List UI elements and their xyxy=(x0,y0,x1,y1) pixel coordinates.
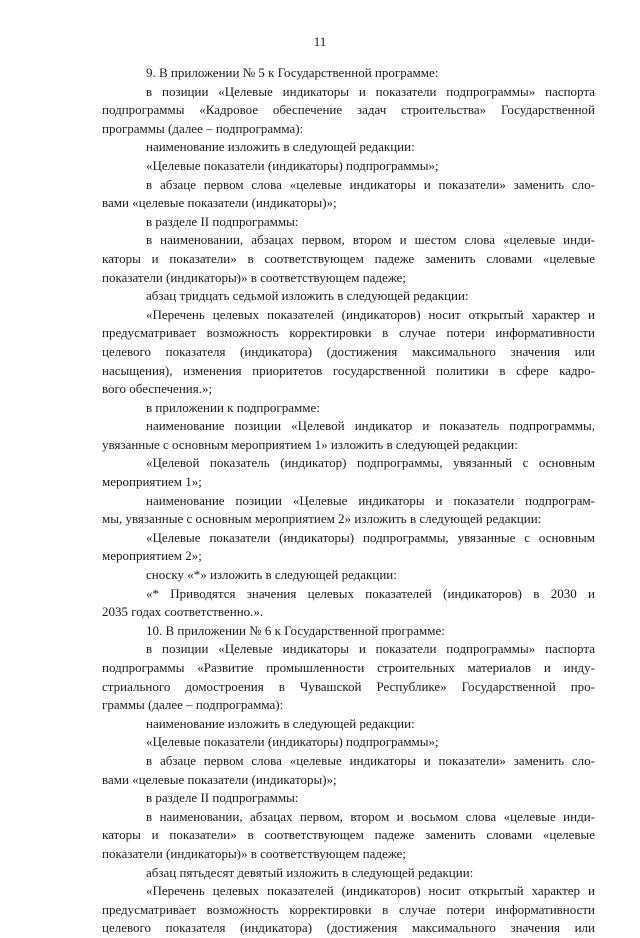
text-line: «Целевые показатели (индикаторы) подпрограммы»; xyxy=(146,734,439,750)
text-line: показатели (индикаторы)» в соответствующем падеже; xyxy=(102,269,407,285)
text-line: подпрограммы «Кадровое обеспечение задач строительства» Государственной xyxy=(102,102,595,118)
text-line: мероприятием 1»; xyxy=(102,474,202,490)
document-body xyxy=(102,64,595,938)
text-line: мы, увязанные с основным мероприятием 2» изложить в следующей редакции: xyxy=(102,511,542,527)
text-line: каторы и показатели» в соответствующем падеже заменить словами «целевые xyxy=(102,827,595,843)
text-line: целевого показателя (индикатора) (достижения максимального значения или xyxy=(102,920,595,936)
text-line: в позиции «Целевые индикаторы и показатели подпрограммы» паспорта xyxy=(146,641,595,657)
text-line: 10. В приложении № 6 к Государственной программе: xyxy=(146,622,445,638)
text-line: абзац пятьдесят девятый изложить в следующей редакции: xyxy=(146,864,474,880)
text-line: наименование изложить в следующей редакции: xyxy=(146,715,415,731)
text-line: абзац тридцать седьмой изложить в следующей редакции: xyxy=(146,288,469,304)
text-line: «Целевой показатель (индикатор) подпрограммы, увязанный с основным xyxy=(146,455,595,471)
text-line: в абзаце первом слова «целевые индикаторы и показатели» заменить сло- xyxy=(146,752,595,768)
text-line: граммы (далее – подпрограмма): xyxy=(102,697,284,713)
text-line: подпрограммы «Развитие промышленности строительных материалов и инду- xyxy=(102,660,595,675)
text-line: 9. В приложении № 5 к Государственной программе: xyxy=(146,65,439,80)
text-line: наименование позиции «Целевой индикатор и показатель подпрограммы, xyxy=(146,418,595,434)
text-line: стриального домостроения в Чувашской Республике» Государственной про- xyxy=(102,678,595,694)
text-line: вами «целевые показатели (индикаторы)»; xyxy=(102,195,337,211)
text-line: вого обеспечения.»; xyxy=(102,381,213,397)
text-line: насыщения), изменения приоритетов государственной политики в сфере кадро- xyxy=(102,362,595,378)
text-line: каторы и показатели» в соответствующем падеже заменить словами «целевые xyxy=(102,250,595,266)
text-line: мероприятием 2»; xyxy=(102,548,202,564)
text-line: показатели (индикаторы)» в соответствующем падеже; xyxy=(102,845,407,861)
text-line: «Перечень целевых показателей (индикаторов) носит открытый характер и xyxy=(146,883,595,899)
text-line: в наименовании, абзацах первом, втором и восьмом слова «целевые инди- xyxy=(146,808,595,824)
text-line: сноску «*» изложить в следующей редакции: xyxy=(146,567,397,583)
text-line: в разделе II подпрограммы: xyxy=(146,213,299,229)
text-line: целевого показателя (индикатора) (достижения максимального значения или xyxy=(102,343,595,359)
text-line: в наименовании, абзацах первом, втором и шестом слова «целевые инди- xyxy=(146,232,595,248)
text-line: вами «целевые показатели (индикаторы)»; xyxy=(102,771,337,787)
text-line: 2035 годах соответственно.». xyxy=(102,604,264,620)
text-line: «Перечень целевых показателей (индикаторов) носит открытый характер и xyxy=(146,306,595,322)
text-line: увязанные с основным мероприятием 1» изложить в следующей редакции: xyxy=(102,436,518,452)
text-line: предусматривает возможность корректировки в случае потери информативности xyxy=(102,901,595,917)
text-line: наименование позиции «Целевые индикаторы и показатели подпрограм- xyxy=(146,492,595,508)
text-line: в разделе II подпрограммы: xyxy=(146,790,299,806)
text-line: в приложении к подпрограмме: xyxy=(146,399,320,415)
text-line: «Целевые показатели (индикаторы) подпрограммы»; xyxy=(146,157,439,173)
text-line: «* Приводятся значения целевых показателей (индикаторов) в 2030 и xyxy=(146,585,595,601)
text-line: в абзаце первом слова «целевые индикаторы и показатели» заменить сло- xyxy=(146,176,595,192)
text-line: «Целевые показатели (индикаторы) подпрограммы, увязанные с основным xyxy=(146,529,595,545)
text-line: предусматривает возможность корректировки в случае потери информативности xyxy=(102,325,595,341)
text-line: в позиции «Целевые индикаторы и показатели подпрограммы» паспорта xyxy=(146,83,595,99)
page-number: 11 xyxy=(313,34,327,49)
text-line: наименование изложить в следующей редакции: xyxy=(146,139,415,155)
text-line: программы (далее – подпрограмма): xyxy=(102,120,304,136)
